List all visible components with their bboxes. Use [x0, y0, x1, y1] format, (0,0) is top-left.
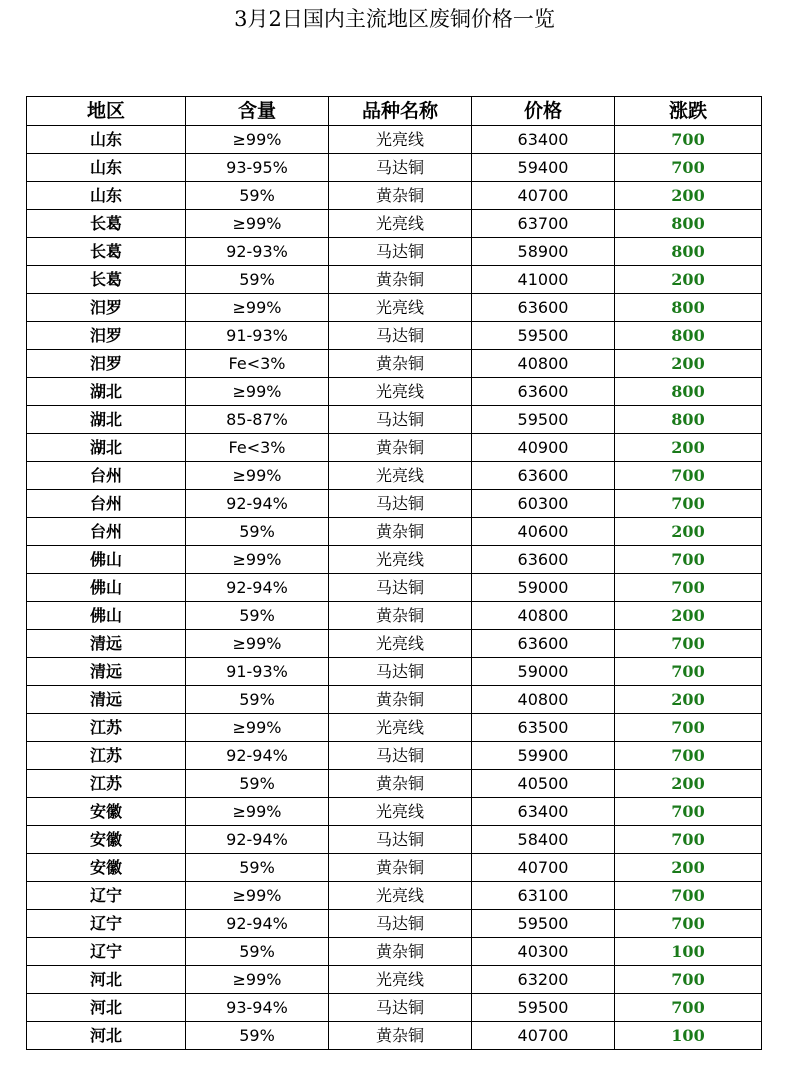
cell-change: 700	[615, 742, 762, 770]
cell-change: 200	[615, 854, 762, 882]
table-row	[27, 798, 762, 826]
cell-change: 200	[615, 434, 762, 462]
table-row	[27, 630, 762, 658]
cell-region: 安徽	[27, 826, 186, 854]
cell-price: 59500	[472, 322, 615, 350]
cell-product: 马达铜	[329, 826, 472, 854]
cell-region: 辽宁	[27, 938, 186, 966]
cell-content: 93-95%	[186, 154, 329, 182]
cell-change: 800	[615, 294, 762, 322]
cell-price: 59400	[472, 154, 615, 182]
cell-product: 黄杂铜	[329, 770, 472, 798]
cell-content: 59%	[186, 770, 329, 798]
price-table	[26, 96, 762, 1050]
cell-change: 200	[615, 350, 762, 378]
cell-product: 黄杂铜	[329, 266, 472, 294]
cell-price: 60300	[472, 490, 615, 518]
table-row	[27, 714, 762, 742]
table-row	[27, 1022, 762, 1050]
cell-product: 黄杂铜	[329, 182, 472, 210]
table-row	[27, 322, 762, 350]
cell-content: ≥99%	[186, 126, 329, 154]
cell-product: 光亮线	[329, 714, 472, 742]
cell-change: 700	[615, 574, 762, 602]
cell-price: 59000	[472, 658, 615, 686]
header-price: 价格	[472, 97, 615, 126]
header-region: 地区	[27, 97, 186, 126]
header-content: 含量	[186, 97, 329, 126]
cell-region: 湖北	[27, 378, 186, 406]
cell-product: 马达铜	[329, 238, 472, 266]
cell-price: 40800	[472, 602, 615, 630]
cell-product: 马达铜	[329, 322, 472, 350]
table-header-row	[27, 97, 762, 126]
cell-price: 63600	[472, 546, 615, 574]
cell-change: 200	[615, 518, 762, 546]
cell-change: 700	[615, 966, 762, 994]
table-row	[27, 742, 762, 770]
cell-price: 59500	[472, 994, 615, 1022]
table-row	[27, 350, 762, 378]
cell-region: 江苏	[27, 742, 186, 770]
cell-region: 山东	[27, 126, 186, 154]
table-row	[27, 518, 762, 546]
cell-price: 63100	[472, 882, 615, 910]
table-row	[27, 126, 762, 154]
cell-content: ≥99%	[186, 462, 329, 490]
cell-product: 黄杂铜	[329, 938, 472, 966]
table-row	[27, 994, 762, 1022]
table-row	[27, 910, 762, 938]
cell-change: 700	[615, 882, 762, 910]
cell-region: 清远	[27, 658, 186, 686]
table-row	[27, 574, 762, 602]
table-row	[27, 826, 762, 854]
table-row	[27, 546, 762, 574]
cell-change: 800	[615, 238, 762, 266]
cell-content: 92-94%	[186, 490, 329, 518]
cell-price: 40500	[472, 770, 615, 798]
cell-content: ≥99%	[186, 714, 329, 742]
cell-content: 92-93%	[186, 238, 329, 266]
cell-region: 河北	[27, 966, 186, 994]
cell-product: 黄杂铜	[329, 350, 472, 378]
page-title: 3月2日国内主流地区废铜价格一览	[234, 7, 555, 31]
cell-price: 63600	[472, 630, 615, 658]
cell-region: 江苏	[27, 770, 186, 798]
header-product: 品种名称	[329, 97, 472, 126]
cell-change: 100	[615, 938, 762, 966]
cell-product: 黄杂铜	[329, 518, 472, 546]
cell-region: 佛山	[27, 546, 186, 574]
table-row	[27, 434, 762, 462]
cell-change: 700	[615, 462, 762, 490]
cell-product: 黄杂铜	[329, 602, 472, 630]
cell-region: 长葛	[27, 238, 186, 266]
cell-region: 辽宁	[27, 910, 186, 938]
cell-change: 700	[615, 798, 762, 826]
table-row	[27, 406, 762, 434]
cell-change: 800	[615, 406, 762, 434]
header-change: 涨跌	[615, 97, 762, 126]
cell-change: 700	[615, 714, 762, 742]
cell-region: 辽宁	[27, 882, 186, 910]
cell-product: 马达铜	[329, 994, 472, 1022]
table-row	[27, 882, 762, 910]
table-row	[27, 658, 762, 686]
cell-content: 91-93%	[186, 322, 329, 350]
cell-content: ≥99%	[186, 294, 329, 322]
cell-product: 马达铜	[329, 658, 472, 686]
cell-content: 92-94%	[186, 574, 329, 602]
cell-region: 台州	[27, 518, 186, 546]
cell-product: 光亮线	[329, 630, 472, 658]
cell-region: 河北	[27, 1022, 186, 1050]
cell-price: 40800	[472, 686, 615, 714]
cell-product: 马达铜	[329, 574, 472, 602]
cell-product: 黄杂铜	[329, 854, 472, 882]
cell-price: 58400	[472, 826, 615, 854]
cell-region: 佛山	[27, 602, 186, 630]
cell-change: 700	[615, 126, 762, 154]
cell-region: 安徽	[27, 798, 186, 826]
cell-change: 700	[615, 490, 762, 518]
cell-content: 59%	[186, 182, 329, 210]
cell-price: 63400	[472, 126, 615, 154]
cell-price: 63200	[472, 966, 615, 994]
cell-content: 59%	[186, 938, 329, 966]
table-row	[27, 966, 762, 994]
table-row	[27, 462, 762, 490]
cell-product: 马达铜	[329, 910, 472, 938]
cell-region: 安徽	[27, 854, 186, 882]
cell-price: 59500	[472, 406, 615, 434]
cell-change: 700	[615, 630, 762, 658]
cell-content: 93-94%	[186, 994, 329, 1022]
cell-product: 光亮线	[329, 210, 472, 238]
table-row	[27, 182, 762, 210]
table-row	[27, 378, 762, 406]
cell-content: ≥99%	[186, 630, 329, 658]
cell-price: 40900	[472, 434, 615, 462]
cell-product: 光亮线	[329, 462, 472, 490]
table-row	[27, 602, 762, 630]
cell-price: 40300	[472, 938, 615, 966]
cell-price: 59500	[472, 910, 615, 938]
cell-region: 河北	[27, 994, 186, 1022]
cell-price: 59000	[472, 574, 615, 602]
cell-change: 800	[615, 378, 762, 406]
cell-change: 700	[615, 910, 762, 938]
cell-change: 200	[615, 770, 762, 798]
cell-content: 59%	[186, 266, 329, 294]
table-row	[27, 294, 762, 322]
cell-region: 江苏	[27, 714, 186, 742]
table-row	[27, 238, 762, 266]
cell-region: 山东	[27, 182, 186, 210]
cell-change: 200	[615, 602, 762, 630]
cell-change: 700	[615, 546, 762, 574]
cell-price: 63600	[472, 462, 615, 490]
cell-region: 长葛	[27, 210, 186, 238]
cell-change: 700	[615, 826, 762, 854]
cell-content: 92-94%	[186, 826, 329, 854]
cell-region: 台州	[27, 490, 186, 518]
cell-price: 40700	[472, 854, 615, 882]
cell-product: 光亮线	[329, 126, 472, 154]
cell-product: 光亮线	[329, 294, 472, 322]
table-row	[27, 938, 762, 966]
cell-content: ≥99%	[186, 882, 329, 910]
cell-price: 41000	[472, 266, 615, 294]
cell-region: 长葛	[27, 266, 186, 294]
cell-product: 马达铜	[329, 406, 472, 434]
cell-region: 台州	[27, 462, 186, 490]
cell-content: ≥99%	[186, 966, 329, 994]
table-row	[27, 154, 762, 182]
cell-product: 光亮线	[329, 378, 472, 406]
cell-content: Fe<3%	[186, 434, 329, 462]
cell-content: 59%	[186, 854, 329, 882]
cell-content: 59%	[186, 686, 329, 714]
cell-region: 汨罗	[27, 350, 186, 378]
cell-change: 700	[615, 154, 762, 182]
table-row	[27, 266, 762, 294]
cell-change: 200	[615, 266, 762, 294]
cell-price: 63400	[472, 798, 615, 826]
cell-region: 汨罗	[27, 322, 186, 350]
cell-change: 200	[615, 182, 762, 210]
table-row	[27, 210, 762, 238]
cell-region: 湖北	[27, 406, 186, 434]
table-row	[27, 490, 762, 518]
cell-content: 59%	[186, 1022, 329, 1050]
cell-change: 200	[615, 686, 762, 714]
cell-region: 湖北	[27, 434, 186, 462]
cell-price: 59900	[472, 742, 615, 770]
cell-price: 58900	[472, 238, 615, 266]
cell-product: 马达铜	[329, 490, 472, 518]
table-row	[27, 770, 762, 798]
cell-content: ≥99%	[186, 378, 329, 406]
cell-content: 59%	[186, 602, 329, 630]
cell-change: 700	[615, 658, 762, 686]
cell-product: 光亮线	[329, 966, 472, 994]
cell-change: 700	[615, 994, 762, 1022]
table-row	[27, 686, 762, 714]
cell-product: 黄杂铜	[329, 686, 472, 714]
cell-content: 59%	[186, 518, 329, 546]
cell-content: ≥99%	[186, 546, 329, 574]
cell-content: 92-94%	[186, 742, 329, 770]
cell-price: 40700	[472, 182, 615, 210]
cell-content: ≥99%	[186, 798, 329, 826]
cell-price: 63500	[472, 714, 615, 742]
cell-region: 山东	[27, 154, 186, 182]
cell-product: 光亮线	[329, 798, 472, 826]
cell-price: 63600	[472, 378, 615, 406]
cell-product: 马达铜	[329, 154, 472, 182]
cell-product: 光亮线	[329, 546, 472, 574]
cell-region: 汨罗	[27, 294, 186, 322]
table-row	[27, 854, 762, 882]
cell-region: 清远	[27, 686, 186, 714]
cell-price: 63600	[472, 294, 615, 322]
cell-region: 佛山	[27, 574, 186, 602]
cell-change: 800	[615, 210, 762, 238]
cell-price: 63700	[472, 210, 615, 238]
cell-price: 40600	[472, 518, 615, 546]
cell-content: ≥99%	[186, 210, 329, 238]
cell-price: 40800	[472, 350, 615, 378]
cell-change: 100	[615, 1022, 762, 1050]
cell-region: 清远	[27, 630, 186, 658]
cell-product: 黄杂铜	[329, 434, 472, 462]
table-body	[27, 126, 762, 1050]
cell-change: 800	[615, 322, 762, 350]
cell-product: 光亮线	[329, 882, 472, 910]
cell-price: 40700	[472, 1022, 615, 1050]
cell-content: 92-94%	[186, 910, 329, 938]
cell-content: Fe<3%	[186, 350, 329, 378]
cell-content: 91-93%	[186, 658, 329, 686]
cell-product: 马达铜	[329, 742, 472, 770]
cell-content: 85-87%	[186, 406, 329, 434]
cell-product: 黄杂铜	[329, 1022, 472, 1050]
